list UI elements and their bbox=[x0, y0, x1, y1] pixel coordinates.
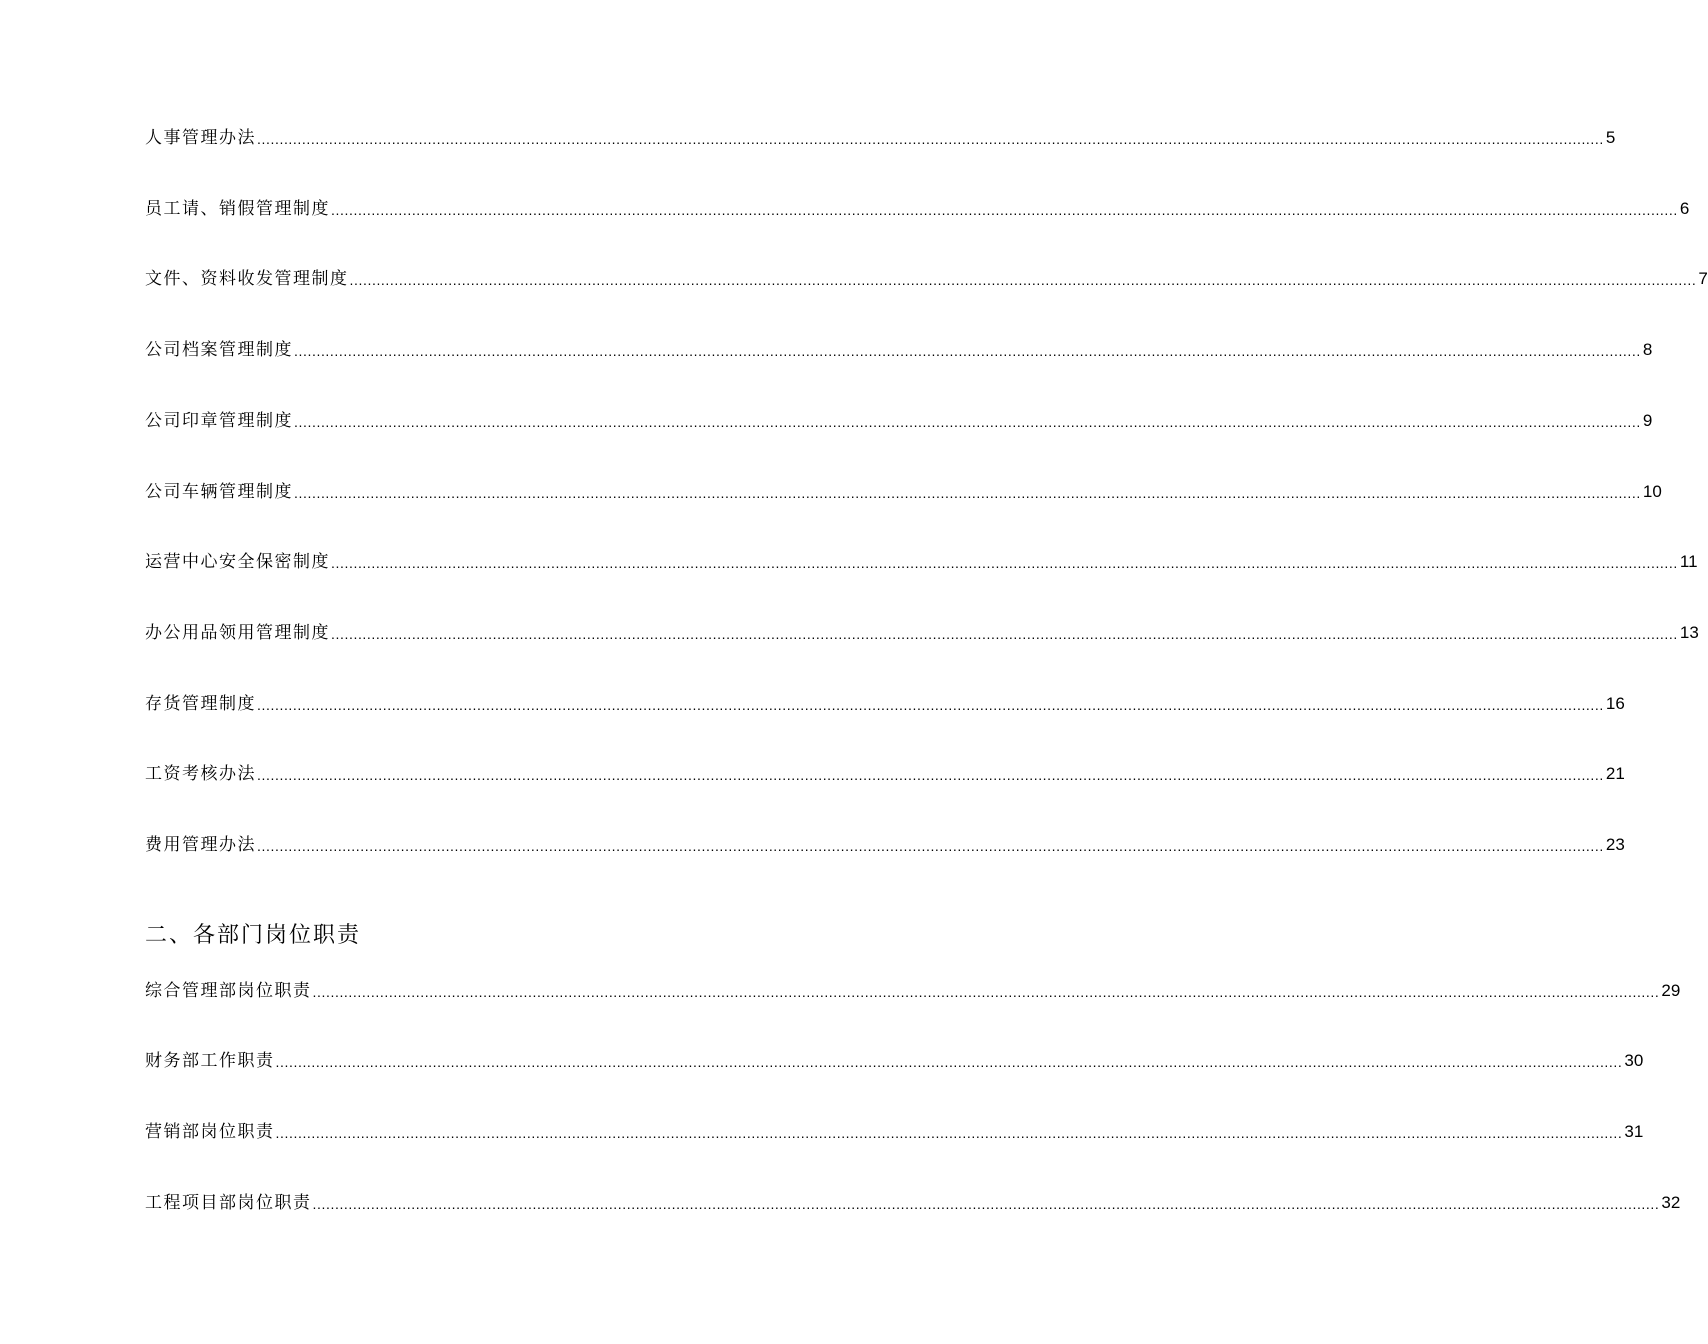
toc-entry[interactable] bbox=[145, 407, 1653, 431]
toc-leader-dots: ............................................................................................................................................................................................................................................................................................................ bbox=[257, 131, 1604, 147]
toc-entry-title: 办公用品领用管理制度 bbox=[145, 623, 330, 643]
toc-entry-title: 存货管理制度 bbox=[145, 694, 256, 714]
toc-leader-dots: ............................................................................................................................................................................................................................................................................................................ bbox=[294, 343, 1641, 359]
toc-entry[interactable] bbox=[145, 336, 1653, 360]
toc-entry[interactable] bbox=[145, 265, 1708, 289]
toc-entry-page: 8 bbox=[1642, 340, 1653, 359]
toc-entry-title: 员工请、销假管理制度 bbox=[145, 199, 330, 219]
toc-entry-page: 16 bbox=[1605, 694, 1625, 713]
toc-entry-title: 财务部工作职责 bbox=[145, 1051, 275, 1071]
toc-entry-page: 31 bbox=[1624, 1122, 1644, 1141]
toc-entry-title: 人事管理办法 bbox=[145, 128, 256, 148]
toc-entry-page: 21 bbox=[1605, 764, 1625, 783]
toc-leader-dots: ............................................................................................................................................................................................................................................................................................................ bbox=[275, 1125, 1623, 1141]
toc-leader-dots: ............................................................................................................................................................................................................................................................................................................ bbox=[294, 414, 1641, 430]
toc-entry-page: 32 bbox=[1661, 1193, 1681, 1212]
toc-entry-title: 费用管理办法 bbox=[145, 835, 256, 855]
toc-entry-page: 5 bbox=[1605, 128, 1616, 147]
toc-entry[interactable] bbox=[145, 124, 1616, 148]
toc-entry-page: 30 bbox=[1624, 1051, 1644, 1070]
toc-entry-title: 工程项目部岗位职责 bbox=[145, 1193, 312, 1213]
toc-leader-dots: ............................................................................................................................................................................................................................................................................................................ bbox=[331, 202, 1678, 218]
toc-entry[interactable] bbox=[145, 195, 1690, 219]
toc-leader-dots: ............................................................................................................................................................................................................................................................................................................ bbox=[257, 697, 1604, 713]
toc-entry-title: 公司印章管理制度 bbox=[145, 411, 293, 431]
toc-leader-dots: ............................................................................................................................................................................................................................................................................................................ bbox=[257, 838, 1604, 854]
toc-entry-title: 工资考核办法 bbox=[145, 764, 256, 784]
toc-entry[interactable] bbox=[145, 619, 1699, 643]
toc-entry-page: 29 bbox=[1661, 981, 1681, 1000]
toc-entry-title: 营销部岗位职责 bbox=[145, 1122, 275, 1142]
toc-entry[interactable] bbox=[145, 1189, 1681, 1213]
toc-entry[interactable] bbox=[145, 977, 1681, 1001]
toc-leader-dots: ............................................................................................................................................................................................................................................................................................................ bbox=[275, 1054, 1623, 1070]
toc-leader-dots: ............................................................................................................................................................................................................................................................................................................ bbox=[312, 1196, 1660, 1212]
toc-leader-dots: ............................................................................................................................................................................................................................................................................................................ bbox=[294, 485, 1641, 501]
toc-entry-page: 7 bbox=[1698, 269, 1708, 288]
toc-entry-title: 运营中心安全保密制度 bbox=[145, 552, 330, 572]
toc-leader-dots: ............................................................................................................................................................................................................................................................................................................ bbox=[349, 272, 1697, 288]
toc-entry-page: 23 bbox=[1605, 835, 1625, 854]
toc-entry-page: 11 bbox=[1679, 552, 1698, 571]
toc-entry-page: 9 bbox=[1642, 411, 1653, 430]
toc-entry[interactable] bbox=[145, 1118, 1644, 1142]
toc-leader-dots: ............................................................................................................................................................................................................................................................................................................ bbox=[331, 626, 1678, 642]
toc-entry[interactable] bbox=[145, 478, 1662, 502]
toc-leader-dots: ............................................................................................................................................................................................................................................................................................................ bbox=[331, 555, 1678, 571]
toc-entry[interactable] bbox=[145, 1047, 1644, 1071]
toc-entry[interactable] bbox=[145, 760, 1625, 784]
toc-entry-page: 6 bbox=[1679, 199, 1690, 218]
section-heading: 二、各部门岗位职责 bbox=[145, 923, 362, 948]
toc-leader-dots: ............................................................................................................................................................................................................................................................................................................ bbox=[257, 767, 1604, 783]
toc-entry-title: 综合管理部岗位职责 bbox=[145, 981, 312, 1001]
toc-leader-dots: ............................................................................................................................................................................................................................................................................................................ bbox=[312, 984, 1660, 1000]
toc-entry-page: 10 bbox=[1642, 482, 1662, 501]
toc-entry[interactable] bbox=[145, 548, 1698, 572]
toc-entry-page: 13 bbox=[1679, 623, 1699, 642]
toc-entry-title: 公司档案管理制度 bbox=[145, 340, 293, 360]
toc-entry[interactable] bbox=[145, 690, 1625, 714]
toc-entry-title: 公司车辆管理制度 bbox=[145, 482, 293, 502]
toc-entry-title: 文件、资料收发管理制度 bbox=[145, 269, 349, 289]
toc-entry[interactable] bbox=[145, 831, 1625, 855]
